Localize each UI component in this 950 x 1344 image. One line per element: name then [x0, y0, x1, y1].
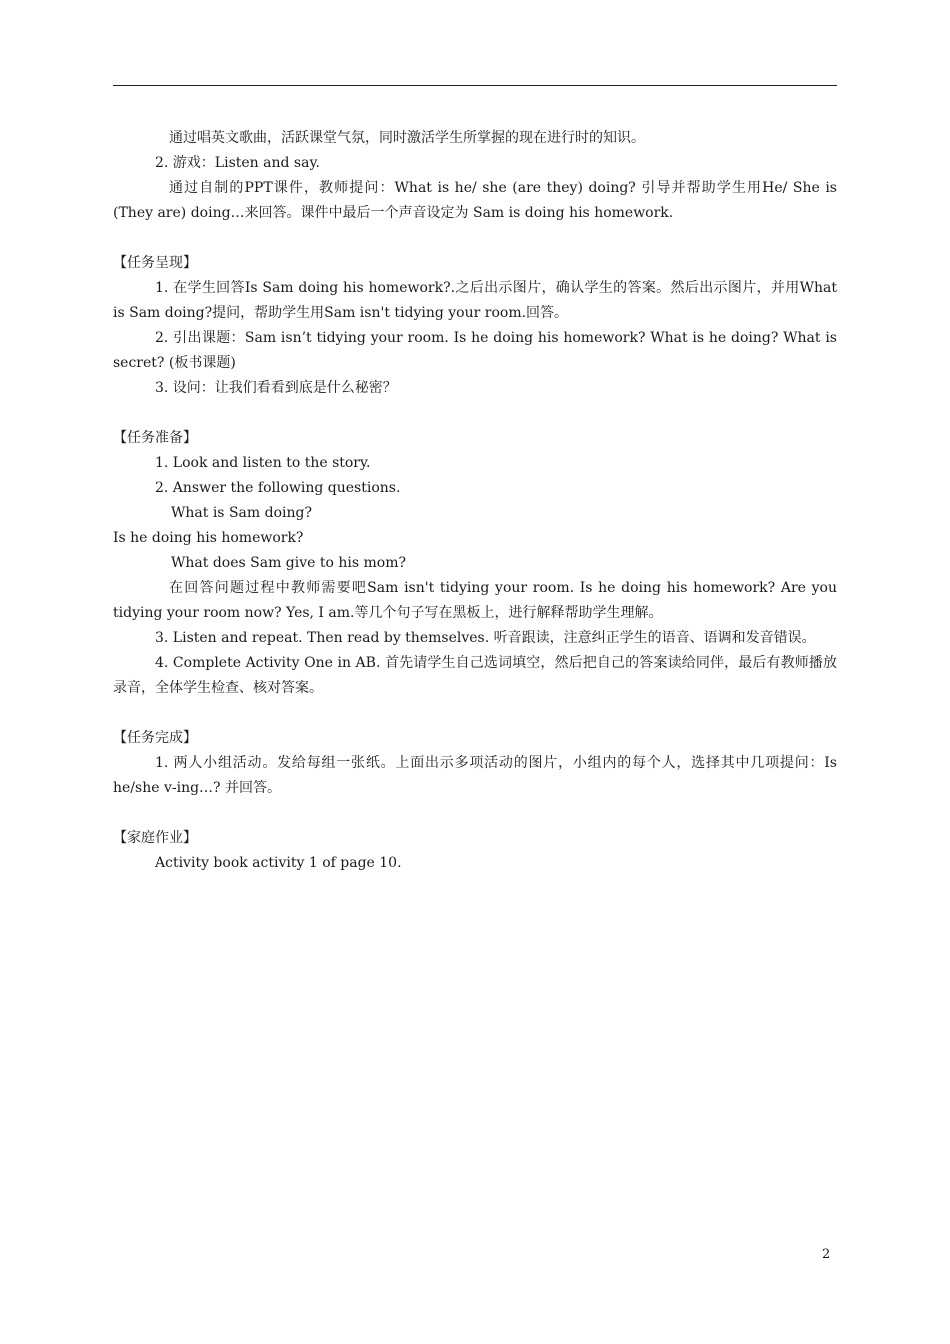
question-3: What does Sam give to his mom? — [171, 555, 407, 571]
preparation-item-3: 3. Listen and repeat. Then read by themselves. 听音跟读，注意纠正学生的语音、语调和发音错误。 — [155, 630, 816, 646]
presentation-item-3: 3. 设问：让我们看看到底是什么秘密？ — [155, 380, 397, 396]
preparation-item-2: 2. Answer the following questions. — [155, 480, 401, 496]
homework-text: Activity book activity 1 of page 10. — [155, 855, 402, 871]
preparation-item-1: 1. Look and listen to the story. — [155, 455, 371, 471]
heading-preparation: 【任务准备】 — [113, 430, 197, 446]
presentation-item-2: 2. 引出课题：Sam isn’t tidying your room. Is he doing his homework? What is he doing? What is secret? (板书课题) — [113, 330, 837, 371]
heading-homework: 【家庭作业】 — [113, 830, 197, 846]
document-body — [113, 126, 837, 876]
warmup-paragraph: 通过自制的PPT课件，教师提问：What is he/ she (are they) doing? 引导并帮助学生用He/ She is (They are) doing…来回答。课件中最后一个声音设定为 Sam is doing his homework. — [113, 180, 837, 221]
preparation-paragraph: 在回答问题过程中教师需要吧Sam isn't tidying your room. Is he doing his homework? Are you tidying your room now? Yes, I am.等几个句子写在黑板上，进行解释帮助学生理解。 — [113, 580, 837, 621]
completion-item-1: 1. 两人小组活动。发给每组一张纸。上面出示多项活动的图片，小组内的每个人，选择其中几项提问：Is he/she v-ing…? 并回答。 — [113, 755, 837, 796]
question-1: What is Sam doing? — [171, 505, 312, 521]
warmup-line: 通过唱英文歌曲，活跃课堂气氛，同时激活学生所掌握的现在进行时的知识。 — [169, 130, 645, 146]
preparation-item-4: 4. Complete Activity One in AB. 首先请学生自己选词填空，然后把自己的答案读给同伴，最后有教师播放录音，全体学生检查、核对答案。 — [113, 655, 837, 696]
heading-completion: 【任务完成】 — [113, 730, 197, 746]
page-number: 2 — [822, 1247, 831, 1262]
heading-presentation: 【任务呈现】 — [113, 255, 197, 271]
presentation-item-1: 1. 在学生回答Is Sam doing his homework?.之后出示图片，确认学生的答案。然后出示图片，并用What is Sam doing?提问，帮助学生用Sam isn't tidying your room.回答。 — [113, 280, 837, 321]
header-rule — [113, 85, 837, 86]
warmup-item-2: 2. 游戏：Listen and say. — [155, 155, 320, 171]
question-2: Is he doing his homework? — [113, 530, 304, 546]
